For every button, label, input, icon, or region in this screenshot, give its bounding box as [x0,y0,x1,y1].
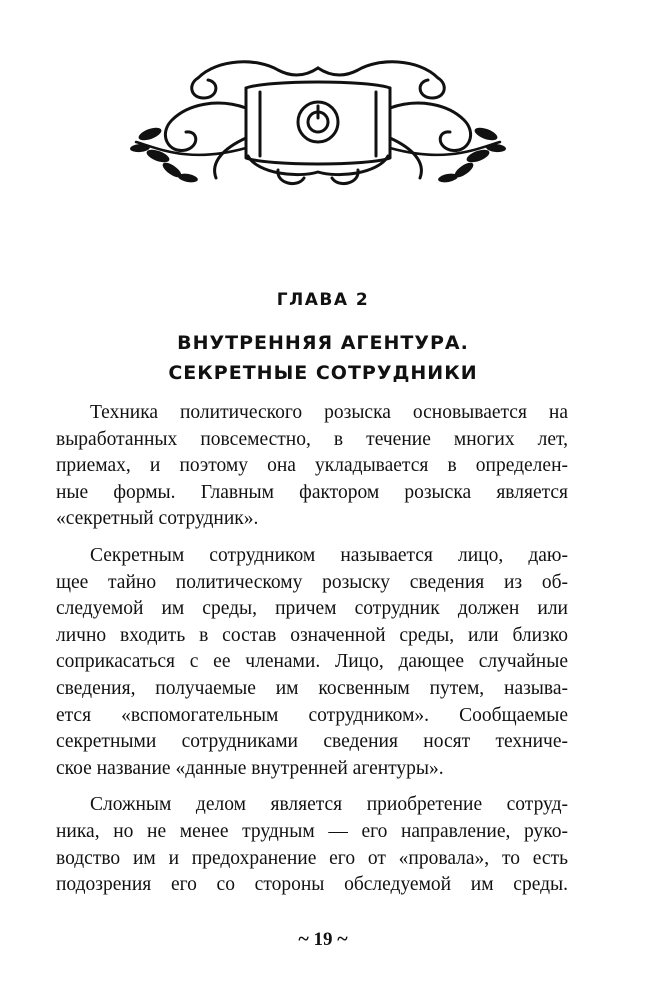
chapter-title-line: СЕКРЕТНЫЕ СОТРУДНИКИ [168,362,478,384]
paragraph [56,543,568,782]
text-line: щее тайно политическому розыску сведения из об- [56,571,568,593]
text-line: ника, но не менее трудным — его направление, руко- [56,820,568,842]
paragraph [56,400,568,533]
chapter-title [0,328,646,388]
text-line: ется «вспомогательным сотрудником». Сообщаемые [56,704,568,726]
page-number: 19 [313,929,333,950]
text-line: приемах, и поэтому она укладывается в определен- [56,455,568,477]
text-line: ные формы. Главным фактором розыска является [56,481,568,503]
text-line: водство им и предохранение его от «провала», то есть [56,847,568,869]
body-text [56,400,568,909]
chapter-title-line: ВНУТРЕННЯЯ АГЕНТУРА. [177,332,469,354]
text-line: выработанных повсеместно, в течение многих лет, [56,428,568,450]
page-number-footer [0,928,646,951]
text-line: Техника политического розыска основывается на [90,402,568,423]
text-line: подозрения его со стороны обследуемой им среды. [56,874,568,896]
text-line: ское название «данные внутренней агентуры». [56,757,444,779]
text-line: «секретный сотрудник». [56,508,259,530]
text-line: сведения, получаемые им косвенным путем, называ- [56,677,568,699]
right-swirl-icon: ~ [337,928,348,950]
scroll-ornament-icon [128,38,508,198]
text-line: лично входить в состав означенной среды, или близко [56,624,568,646]
text-line: Сложным делом является приобретение сотруд- [90,794,568,816]
text-line: Секретным сотрудником называется лицо, даю- [90,544,568,566]
chapter-label: ГЛАВА 2 [276,290,370,310]
text-line: следуемой им среды, причем сотрудник должен или [56,598,568,620]
paragraph [56,792,568,898]
text-line: секретными сотрудниками сведения носят техниче- [56,731,568,753]
text-line: соприкасаться с ее членами. Лицо, дающее случайные [56,651,568,673]
left-swirl-icon: ~ [298,928,309,950]
